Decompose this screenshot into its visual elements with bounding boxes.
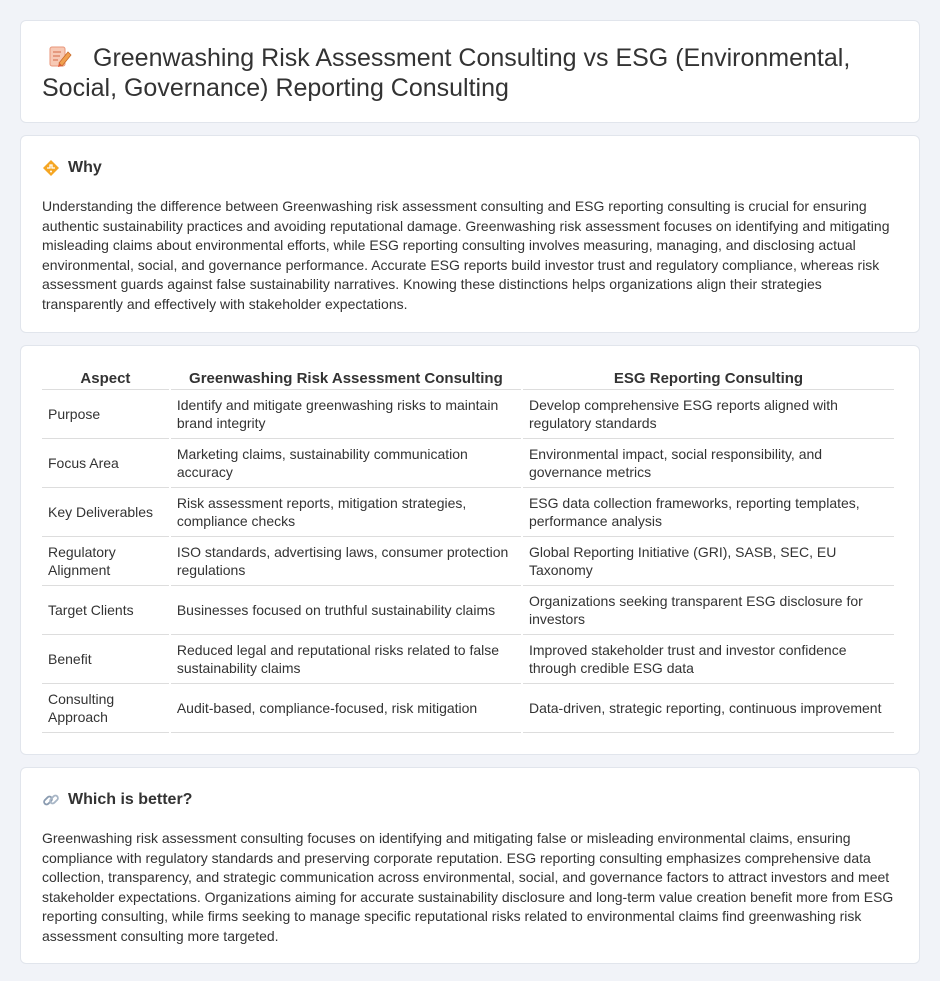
which-better-heading-text: Which is better? — [68, 791, 193, 808]
row-esg: Improved stakeholder trust and investor confidence through credible ESG data — [523, 635, 894, 684]
row-esg: Environmental impact, social responsibility, and governance metrics — [523, 439, 894, 488]
title-card — [20, 20, 920, 123]
memo-pencil-icon — [47, 43, 73, 69]
link-icon — [42, 791, 60, 809]
row-greenwashing: Businesses focused on truthful sustainability claims — [171, 586, 521, 635]
row-aspect: Purpose — [42, 390, 169, 439]
table-header-row — [42, 368, 894, 390]
table-row — [42, 537, 894, 586]
header-aspect: Aspect — [42, 368, 169, 390]
diamond-warning-icon — [42, 159, 60, 177]
row-greenwashing: Identify and mitigate greenwashing risks to maintain brand integrity — [171, 390, 521, 439]
why-heading-text: Why — [68, 159, 102, 176]
comparison-table — [40, 368, 896, 733]
row-esg: Data-driven, strategic reporting, continuous improvement — [523, 684, 894, 733]
why-heading — [42, 158, 899, 178]
row-aspect: Regulatory Alignment — [42, 537, 169, 586]
which-better-section — [20, 767, 920, 964]
row-esg: ESG data collection frameworks, reporting templates, performance analysis — [523, 488, 894, 537]
row-esg: Develop comprehensive ESG reports aligned with regulatory standards — [523, 390, 894, 439]
row-greenwashing: Audit-based, compliance-focused, risk mitigation — [171, 684, 521, 733]
row-esg: Organizations seeking transparent ESG disclosure for investors — [523, 586, 894, 635]
row-aspect: Key Deliverables — [42, 488, 169, 537]
header-greenwashing: Greenwashing Risk Assessment Consulting — [171, 368, 521, 390]
row-esg: Global Reporting Initiative (GRI), SASB, SEC, EU Taxonomy — [523, 537, 894, 586]
row-greenwashing: Reduced legal and reputational risks related to false sustainability claims — [171, 635, 521, 684]
row-aspect: Focus Area — [42, 439, 169, 488]
row-aspect: Benefit — [42, 635, 169, 684]
which-better-text: Greenwashing risk assessment consulting focuses on identifying and mitigating false or misleading environmental claims, ensuring compliance with regulatory standards and preserving corporate reputation. ESG reporting consulting emphasizes comprehensive data collection, transparency, and strategic communication across environmental, social, and governance factors to attract investors and meet stakeholder expectations. Organizations aiming for accurate sustainability disclosure and long-term value creation benefit more from ESG reporting consulting, while firms seeking to manage specific reputational risks related to environmental claims find greenwashing risk assessment consulting more targeted. — [42, 830, 894, 944]
table-row — [42, 390, 894, 439]
page-title — [42, 43, 899, 103]
why-text: Understanding the difference between Greenwashing risk assessment consulting and ESG reporting consulting is crucial for ensuring authentic sustainability practices and avoiding reputational damage. Greenwashing risk assessment focuses on identifying and mitigating misleading claims about environmental efforts, while ESG reporting consulting involves measuring, managing, and disclosing actual environmental, social, and governance performance. Accurate ESG reports build investor trust and regulatory compliance, whereas risk assessment guards against false sustainability narratives. Knowing these distinctions helps organizations align their strategies transparently and effectively with stakeholder expectations. — [42, 198, 890, 312]
table-row — [42, 635, 894, 684]
table-row — [42, 488, 894, 537]
header-esg: ESG Reporting Consulting — [523, 368, 894, 390]
why-section — [20, 135, 920, 333]
table-row — [42, 684, 894, 733]
table-row — [42, 439, 894, 488]
comparison-section — [20, 345, 920, 755]
which-better-heading — [42, 790, 899, 810]
row-greenwashing: ISO standards, advertising laws, consumer protection regulations — [171, 537, 521, 586]
table-row — [42, 586, 894, 635]
row-greenwashing: Risk assessment reports, mitigation strategies, compliance checks — [171, 488, 521, 537]
page-title-text: Greenwashing Risk Assessment Consulting vs ESG (Environmental, Social, Governance) Reporting Consulting — [42, 44, 851, 102]
row-greenwashing: Marketing claims, sustainability communication accuracy — [171, 439, 521, 488]
row-aspect: Consulting Approach — [42, 684, 169, 733]
row-aspect: Target Clients — [42, 586, 169, 635]
